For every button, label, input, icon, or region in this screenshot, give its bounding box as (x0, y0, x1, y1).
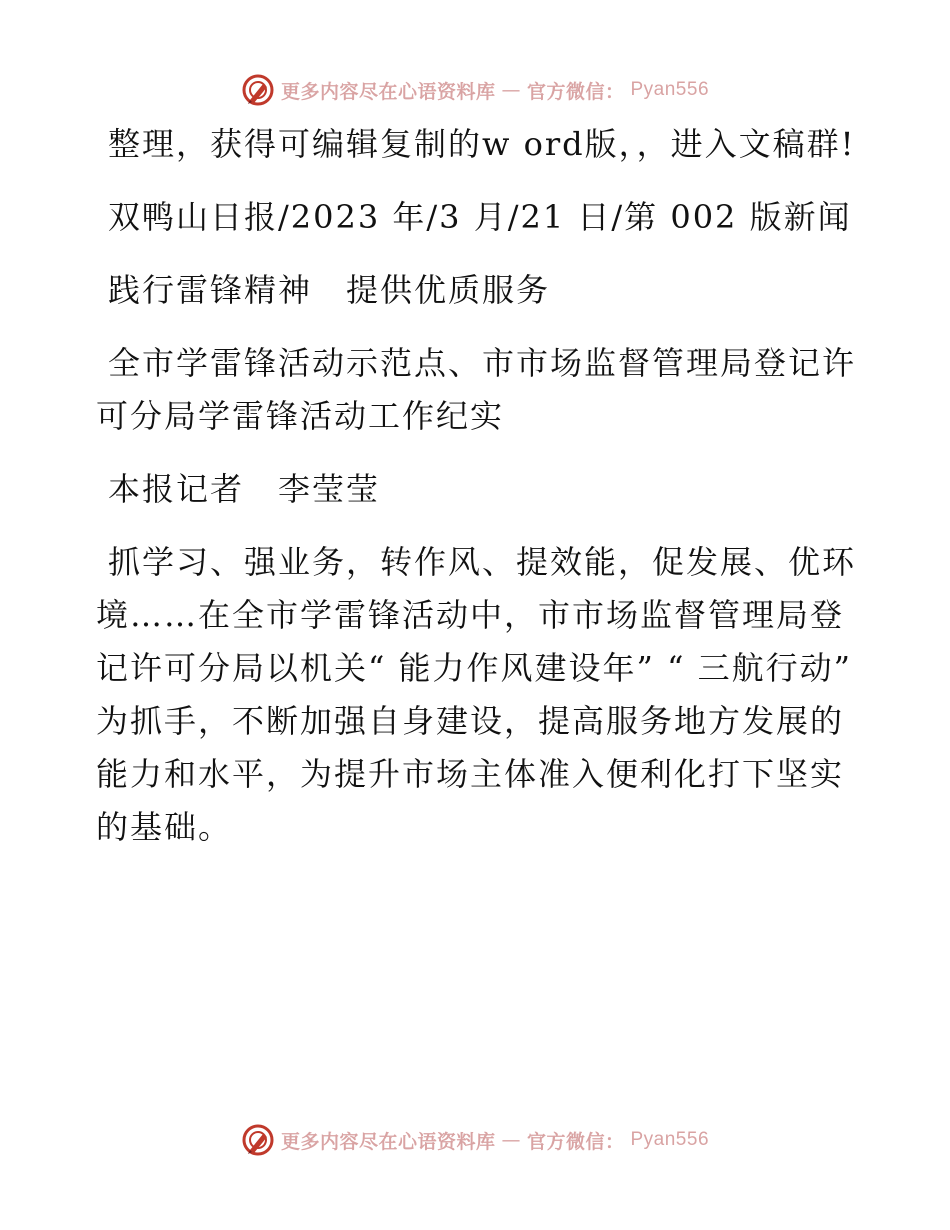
watermark-text: 更多内容尽在心语资料库 (280, 80, 496, 103)
source-line: 双鸭山日报/2023 年/3 月/21 日/第 002 版新闻 (108, 198, 852, 236)
intro-paragraph: 整理，获得可编辑复制的w ord版，，进入文稿群! (108, 125, 856, 163)
article-subheadline: 全市学雷锋活动示范点、市市场监督管理局登记许可分局学雷锋活动工作纪实 (96, 344, 857, 435)
watermark-text: 更多内容尽在心语资料库 (280, 1130, 496, 1153)
header-watermark (0, 70, 950, 110)
watermark-separator: — (501, 79, 521, 101)
pen-circle-logo-icon (241, 1123, 275, 1157)
watermark-wechat-label: 官方微信： (526, 1130, 625, 1153)
watermark-separator: — (501, 1129, 521, 1151)
footer-watermark (0, 1120, 950, 1160)
watermark-wechat-label: 官方微信： (526, 80, 625, 103)
pen-circle-logo-icon (241, 73, 275, 107)
watermark-wechat-id: Pyan556 (630, 1129, 710, 1150)
document-body (96, 118, 856, 854)
article-headline: 践行雷锋精神 提供优质服务 (108, 271, 551, 309)
article-byline: 本报记者 李莹莹 (108, 470, 381, 508)
article-body-paragraph: 抓学习、强业务，转作风、提效能，促发展、优环境……在全市学雷锋活动中，市市场监督管理局登记许可分局以机关“ 能力作风建设年” “ 三航行动” 为抓手，不断加强自身建设，提高服务地方发展的能力和水平，为提升市场主体准入便利化打下坚实的基础。 (96, 543, 857, 846)
watermark-wechat-id: Pyan556 (630, 79, 710, 100)
